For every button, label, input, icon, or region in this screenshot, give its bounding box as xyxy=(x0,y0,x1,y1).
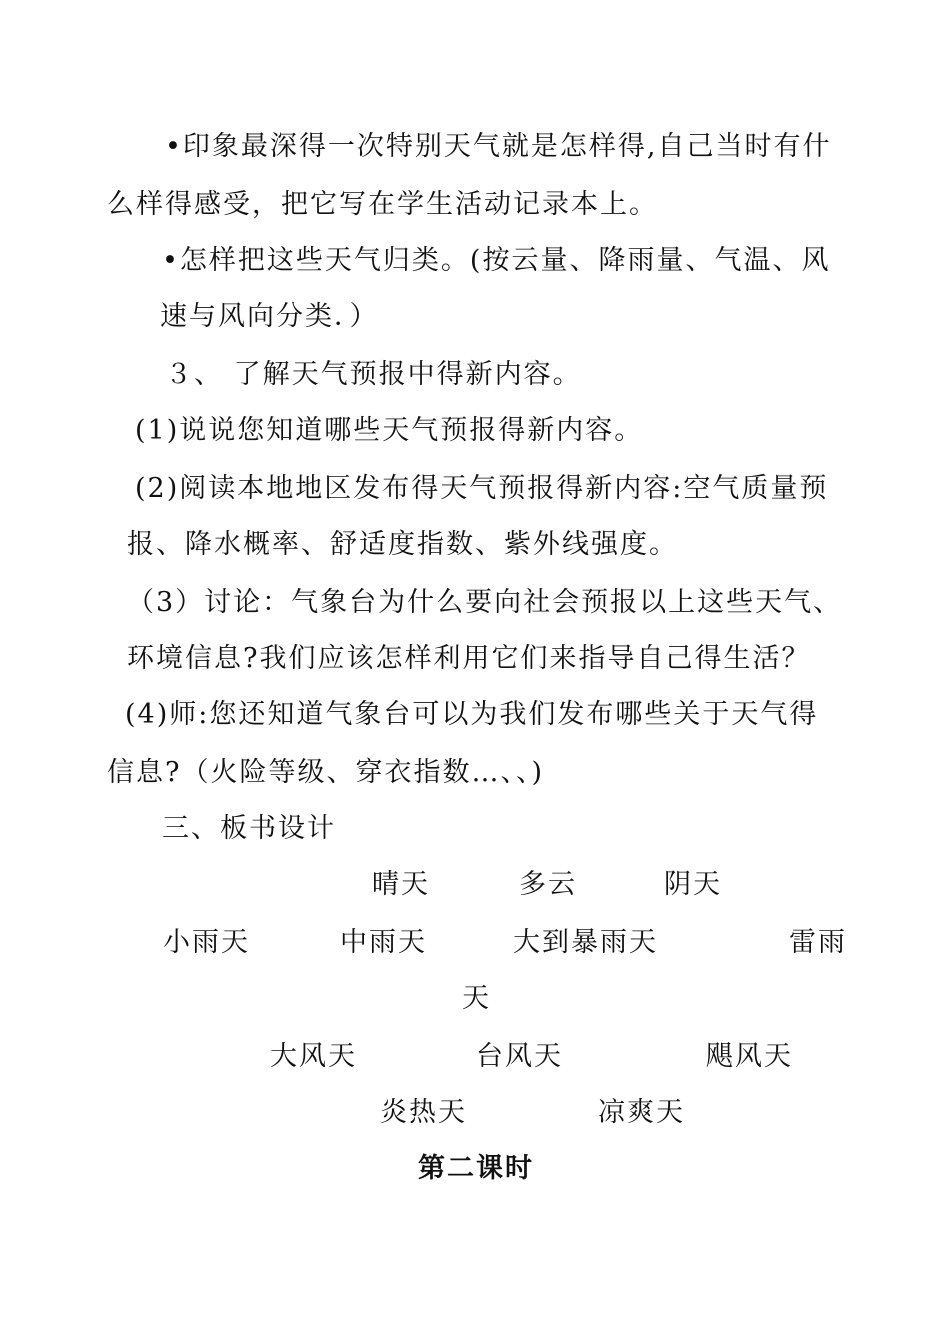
board-cloudy: 多云 xyxy=(519,869,577,900)
board-sunny: 晴天 xyxy=(372,869,430,900)
board-hurricane: 飓风天 xyxy=(706,1041,793,1072)
board-light-rain: 小雨天 xyxy=(163,927,250,958)
board-moderate-rain: 中雨天 xyxy=(340,927,427,958)
item-2-line-2: 报、降水概率、舒适度指数、紫外线强度。 xyxy=(127,529,678,560)
item-3-line-2: 环境信息?我们应该怎样利用它们来指导自己得生活？ xyxy=(127,643,811,674)
section-title: 第二课时 xyxy=(418,1153,534,1184)
board-thunderstorm: 雷雨 xyxy=(789,927,847,958)
board-thunderstorm-wrap: 天 xyxy=(462,983,491,1014)
item-4-line-1: (4)师:您还知道气象台可以为我们发布哪些关于天气得 xyxy=(125,699,819,730)
paragraph-bullet-2-line-1: •怎样把这些天气归类。(按云量、降雨量、气温、风 xyxy=(162,245,831,276)
board-hot: 炎热天 xyxy=(380,1097,467,1128)
board-windy: 大风天 xyxy=(270,1041,357,1072)
board-typhoon: 台风天 xyxy=(476,1041,563,1072)
board-design-heading: 三、板书设计 xyxy=(162,813,336,844)
paragraph-bullet-1-line-2: 么样得感受，把它写在学生活动记录本上。 xyxy=(107,189,658,220)
board-heavy-rain: 大到暴雨天 xyxy=(513,927,658,958)
item-3-line-1: （3）讨论：气象台为什么要向社会预报以上这些天气、 xyxy=(127,587,843,618)
board-cool: 凉爽天 xyxy=(598,1097,685,1128)
item-2-line-1: (2)阅读本地地区发布得天气预报得新内容:空气质量预 xyxy=(135,473,829,504)
paragraph-bullet-2-line-2: 速与风向分类．） xyxy=(160,301,379,332)
board-overcast: 阴天 xyxy=(664,869,722,900)
item-1: (1)说说您知道哪些天气预报得新内容。 xyxy=(135,415,644,446)
item-4-line-2: 信息?（火险等级、穿衣指数…、、) xyxy=(107,757,545,788)
paragraph-bullet-1-line-1: •印象最深得一次特别天气就是怎样得,自己当时有什 xyxy=(165,131,832,162)
section-3-heading: ３、 了解天气预报中得新内容。 xyxy=(165,359,582,390)
